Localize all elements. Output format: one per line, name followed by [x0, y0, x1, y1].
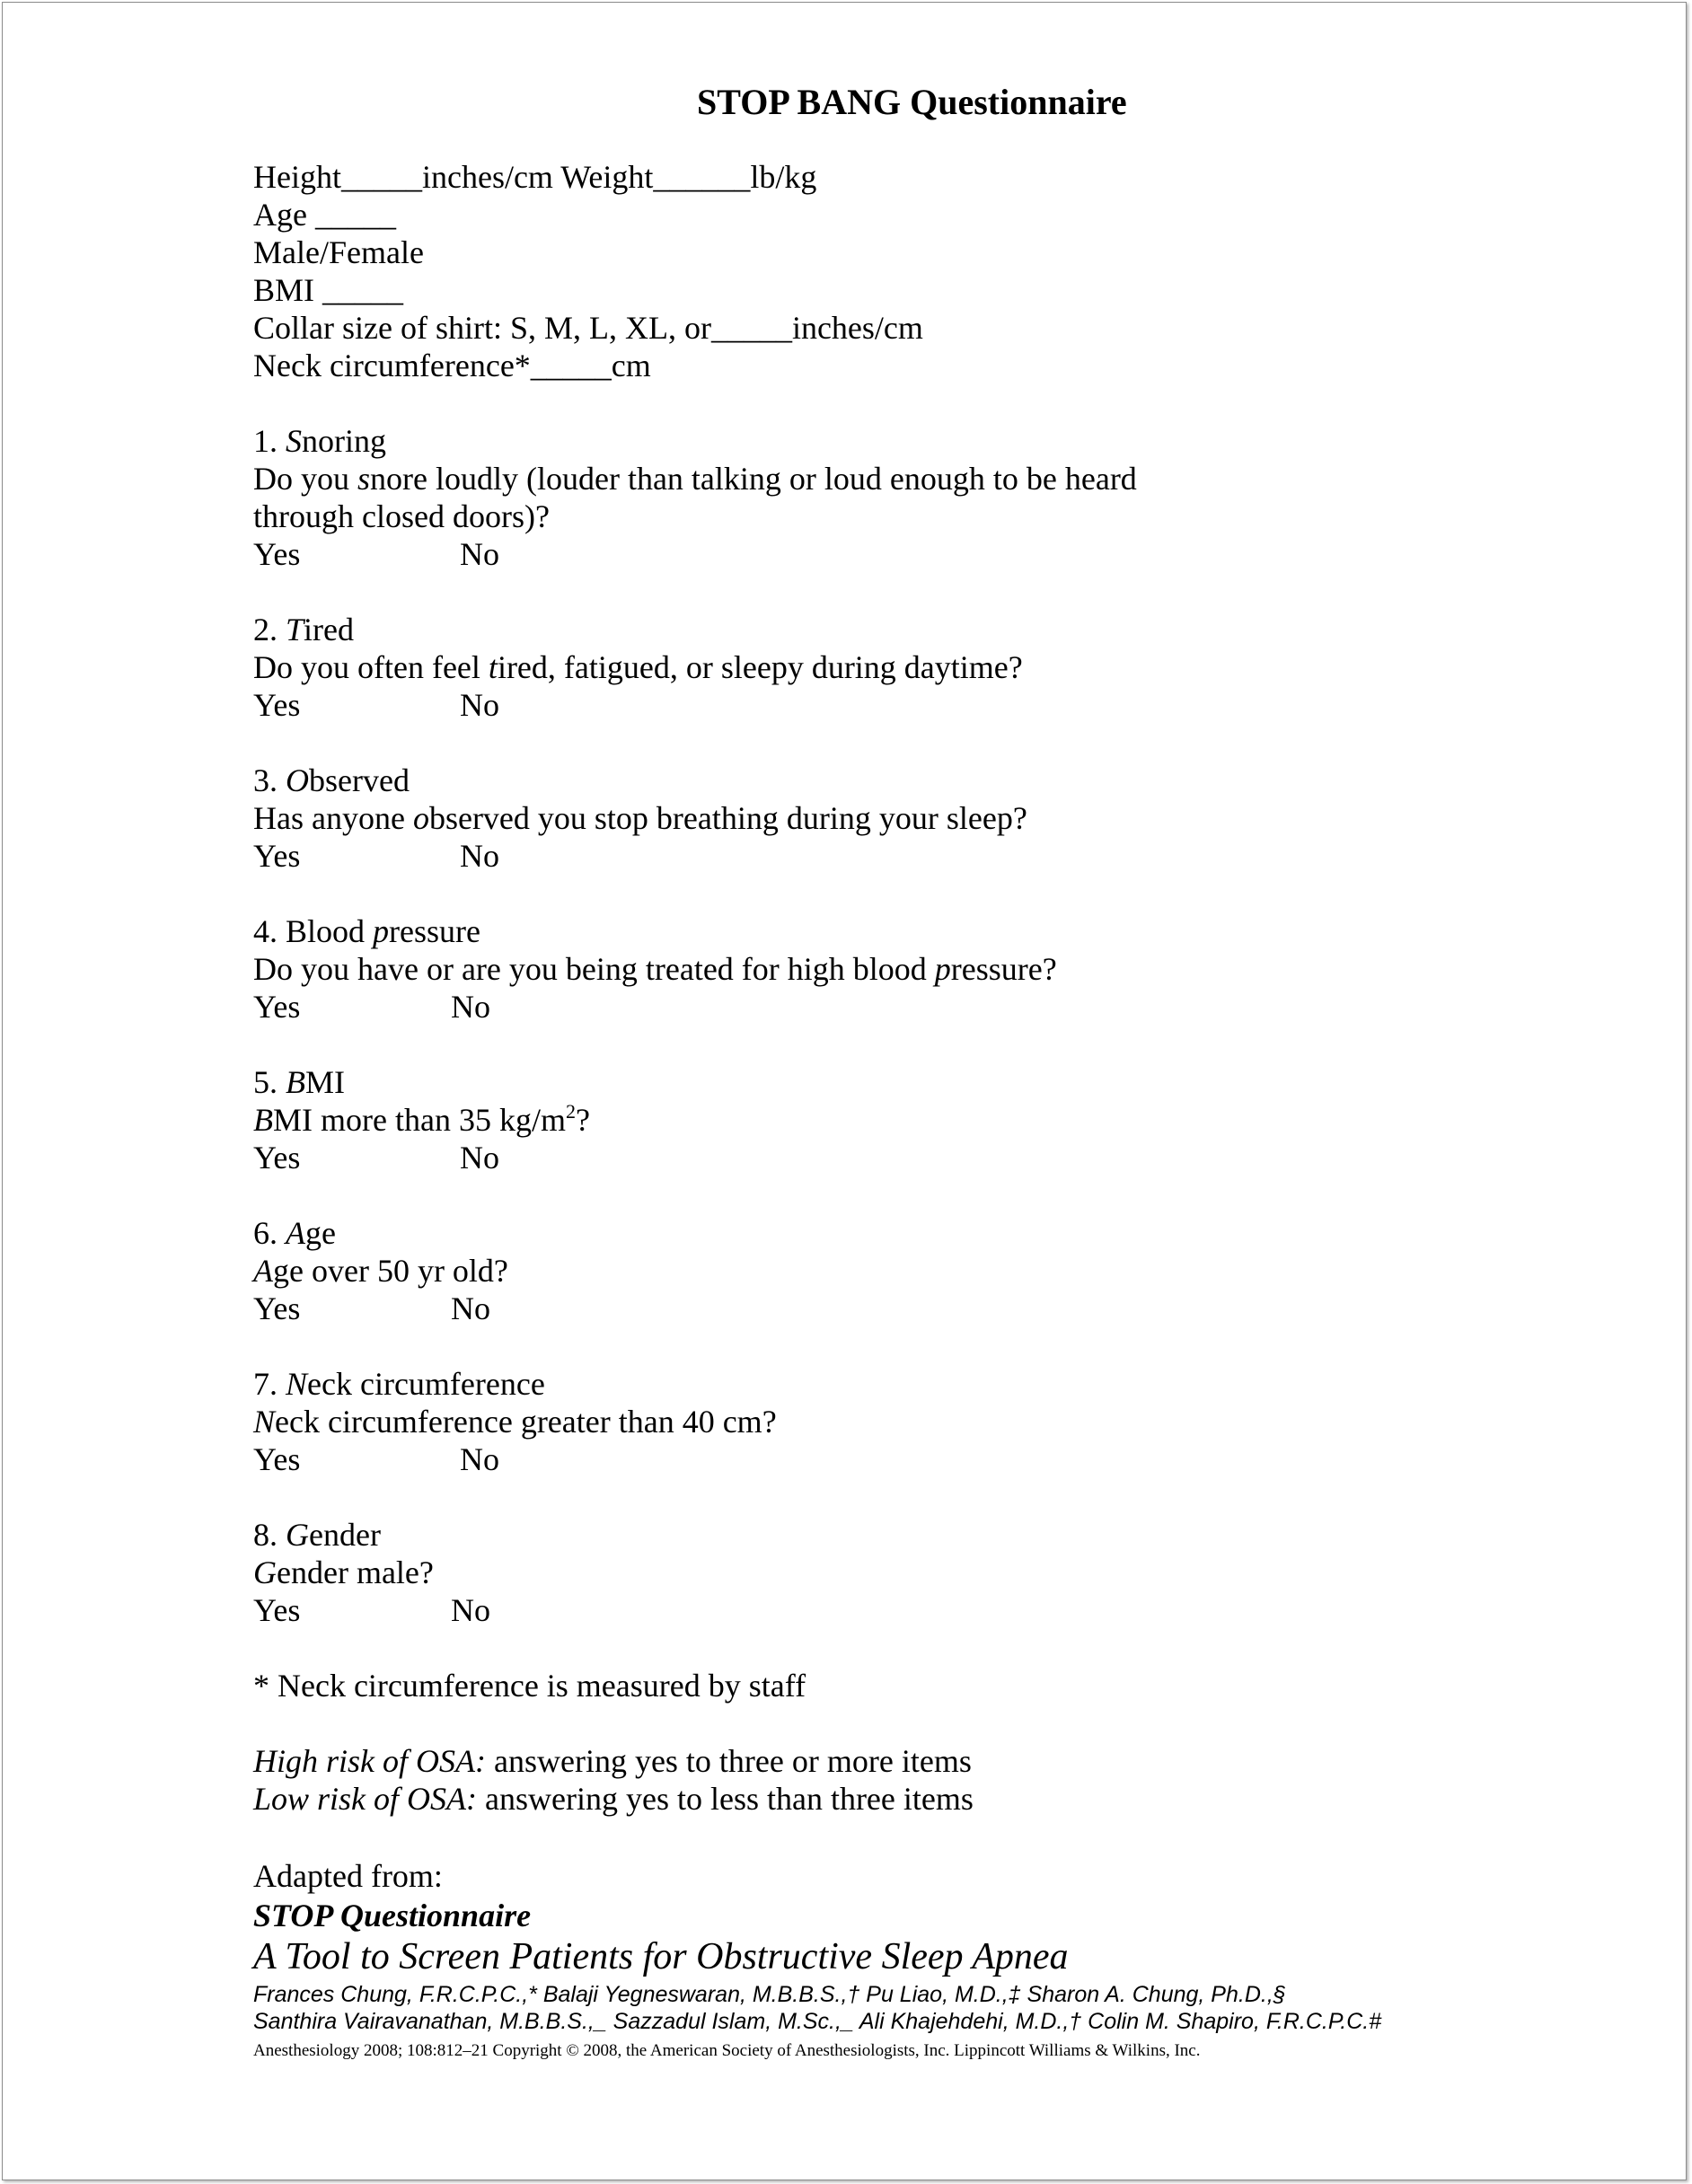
yes-option[interactable]: Yes — [253, 1140, 301, 1176]
question-heading: 4. Blood pressure — [253, 913, 480, 949]
no-option[interactable]: No — [460, 1140, 499, 1176]
adapted-from: Adapted from: — [253, 1858, 443, 1894]
question-heading: 1. Snoring — [253, 423, 386, 459]
yes-option[interactable]: Yes — [253, 687, 301, 723]
question-text: Do you often feel tired, fatigued, or sleepy during daytime? — [253, 649, 1023, 685]
high-risk-line: High risk of OSA: answering yes to three or more items — [253, 1743, 972, 1779]
question-text: BMI more than 35 $kg/m^2$? — [253, 1100, 590, 1138]
footnote: * Neck circumference is measured by staff — [253, 1668, 806, 1704]
no-option[interactable]: No — [460, 1441, 499, 1477]
yes-option[interactable]: Yes — [253, 989, 301, 1025]
reference-authors: Santhira Vairavanathan, M.B.B.S.,_ Sazzadul Islam, M.Sc.,_ Ali Khajehdehi, M.D.,† Colin M. Shapiro, F.R.C.P.C.# — [253, 2009, 1382, 2034]
collar-line: Collar size of shirt: S, M, L, XL, or_____inches/cm — [253, 310, 923, 346]
height-weight-line: Height_____inches/cm Weight______lb/kg — [253, 159, 817, 195]
yes-option[interactable]: Yes — [253, 536, 301, 572]
question-text: Do you have or are you being treated for high blood pressure? — [253, 951, 1057, 987]
question-text: Gender male? — [253, 1554, 434, 1590]
no-option[interactable]: No — [460, 687, 499, 723]
question-heading: 5. BMI — [253, 1064, 345, 1100]
no-option[interactable]: No — [460, 536, 499, 572]
question-heading: 7. Neck circumference — [253, 1366, 545, 1402]
question-text: Has anyone observed you stop breathing during your sleep? — [253, 800, 1027, 836]
reference-title: STOP Questionnaire — [253, 1898, 532, 1933]
reference-citation: Anesthesiology 2008; 108:812–21 Copyright © 2008, the American Society of Anesthesiologists, Inc. Lippincott Williams & Wilkins, Inc. — [253, 2041, 1201, 2060]
age-line: Age _____ — [253, 197, 396, 233]
question-heading: 3. Observed — [253, 762, 410, 798]
question-text: Do you snore loudly (louder than talking or loud enough to be heard — [253, 461, 1137, 497]
low-risk-line: Low risk of OSA: answering yes to less than three items — [253, 1781, 974, 1817]
question-heading: 2. Tired — [253, 612, 354, 647]
page-title: STOP BANG Questionnaire — [697, 82, 1127, 122]
question-text: through closed doors)? — [253, 498, 550, 534]
no-option[interactable]: No — [460, 838, 499, 874]
sex-line: Male/Female — [253, 234, 424, 270]
question-text: Neck circumference greater than 40 cm? — [253, 1404, 777, 1440]
no-option[interactable]: No — [451, 1592, 490, 1628]
no-option[interactable]: No — [451, 1290, 490, 1326]
question-heading: 8. Gender — [253, 1517, 381, 1553]
no-option[interactable]: No — [451, 989, 490, 1025]
bmi-line: BMI _____ — [253, 272, 404, 308]
reference-subtitle: A Tool to Screen Patients for Obstructive Sleep Apnea — [253, 1936, 1069, 1977]
question-heading: 6. Age — [253, 1215, 336, 1251]
yes-option[interactable]: Yes — [253, 1441, 301, 1477]
reference-authors: Frances Chung, F.R.C.P.C.,* Balaji Yegneswaran, M.B.B.S.,† Pu Liao, M.D.,‡ Sharon A. Chung, Ph.D.,§ — [253, 1982, 1286, 2007]
yes-option[interactable]: Yes — [253, 838, 301, 874]
yes-option[interactable]: Yes — [253, 1290, 301, 1326]
question-text: Age over 50 yr old? — [253, 1253, 508, 1289]
neck-circumference-line: Neck circumference*_____cm — [253, 348, 651, 383]
yes-option[interactable]: Yes — [253, 1592, 301, 1628]
